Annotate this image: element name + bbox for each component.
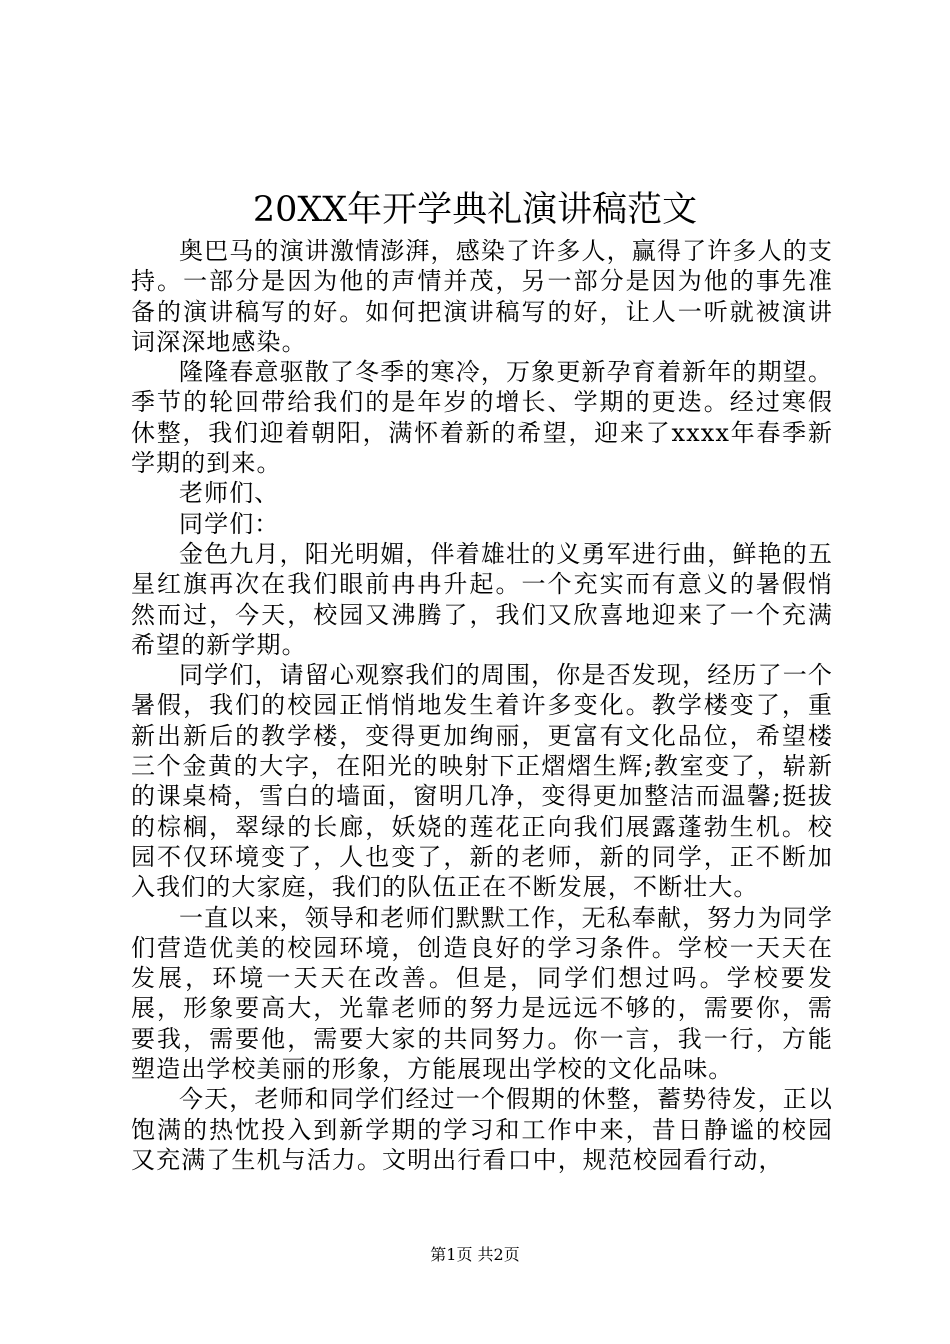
paragraph: 今天，老师和同学们经过一个假期的休整，蓄势待发，正以饱满的热忱投入到新学期的学习和工作中来，昔日静谧的校园又充满了生机与活力。文明出行看口中，规范校园看行动， bbox=[131, 1085, 833, 1174]
document-title: 20XX年开学典礼演讲稿范文 bbox=[252, 190, 698, 230]
paragraph: 隆隆春意驱散了冬季的寒冷，万象更新孕育着新年的期望。季节的轮回带给我们的是年岁的增长、学期的更迭。经过寒假休整，我们迎着朝阳，满怀着新的希望，迎来了xxxx年春季新学期的到来。 bbox=[131, 358, 833, 478]
paragraph: 金色九月，阳光明媚，伴着雄壮的义勇军进行曲，鲜艳的五星红旗再次在我们眼前冉冉升起。一个充实而有意义的暑假悄然而过，今天，校园又沸腾了，我们又欣喜地迎来了一个充满希望的新学期。 bbox=[131, 539, 833, 659]
document-body bbox=[131, 236, 833, 1175]
page-number-footer: 第1页 共2页 bbox=[430, 1245, 520, 1264]
salutation-students: 同学们： bbox=[179, 509, 280, 538]
paragraph: 同学们，请留心观察我们的周围，你是否发现，经历了一个暑假，我们的校园正悄悄地发生着许多变化。教学楼变了，重新出新后的教学楼，变得更加绚丽，更富有文化品位，希望楼三个金黄的大字，在阳光的映射下正熠熠生辉;教室变了，崭新的课桌椅，雪白的墙面，窗明几净，变得更加整洁而温馨;挺拔的棕榈，翠绿的长廊，妖娆的莲花正向我们展露蓬勃生机。校园不仅环境变了，人也变了，新的老师，新的同学，正不断加入我们的大家庭，我们的队伍正在不断发展，不断壮大。 bbox=[131, 661, 833, 902]
salutation-teachers: 老师们、 bbox=[179, 479, 280, 508]
paragraph: 一直以来，领导和老师们默默工作，无私奉献，努力为同学们营造优美的校园环境，创造良好的学习条件。学校一天天在发展，环境一天天在改善。但是，同学们想过吗。学校要发展，形象要高大，光靠老师的努力是远远不够的，需要你，需要我，需要他，需要大家的共同努力。你一言，我一行，方能塑造出学校美丽的形象，方能展现出学校的文化品味。 bbox=[131, 903, 833, 1084]
paragraph: 奥巴马的演讲激情澎湃，感染了许多人，赢得了许多人的支持。一部分是因为他的声情并茂，另一部分是因为他的事先准备的演讲稿写的好。如何把演讲稿写的好，让人一听就被演讲词深深地感染。 bbox=[131, 237, 833, 356]
